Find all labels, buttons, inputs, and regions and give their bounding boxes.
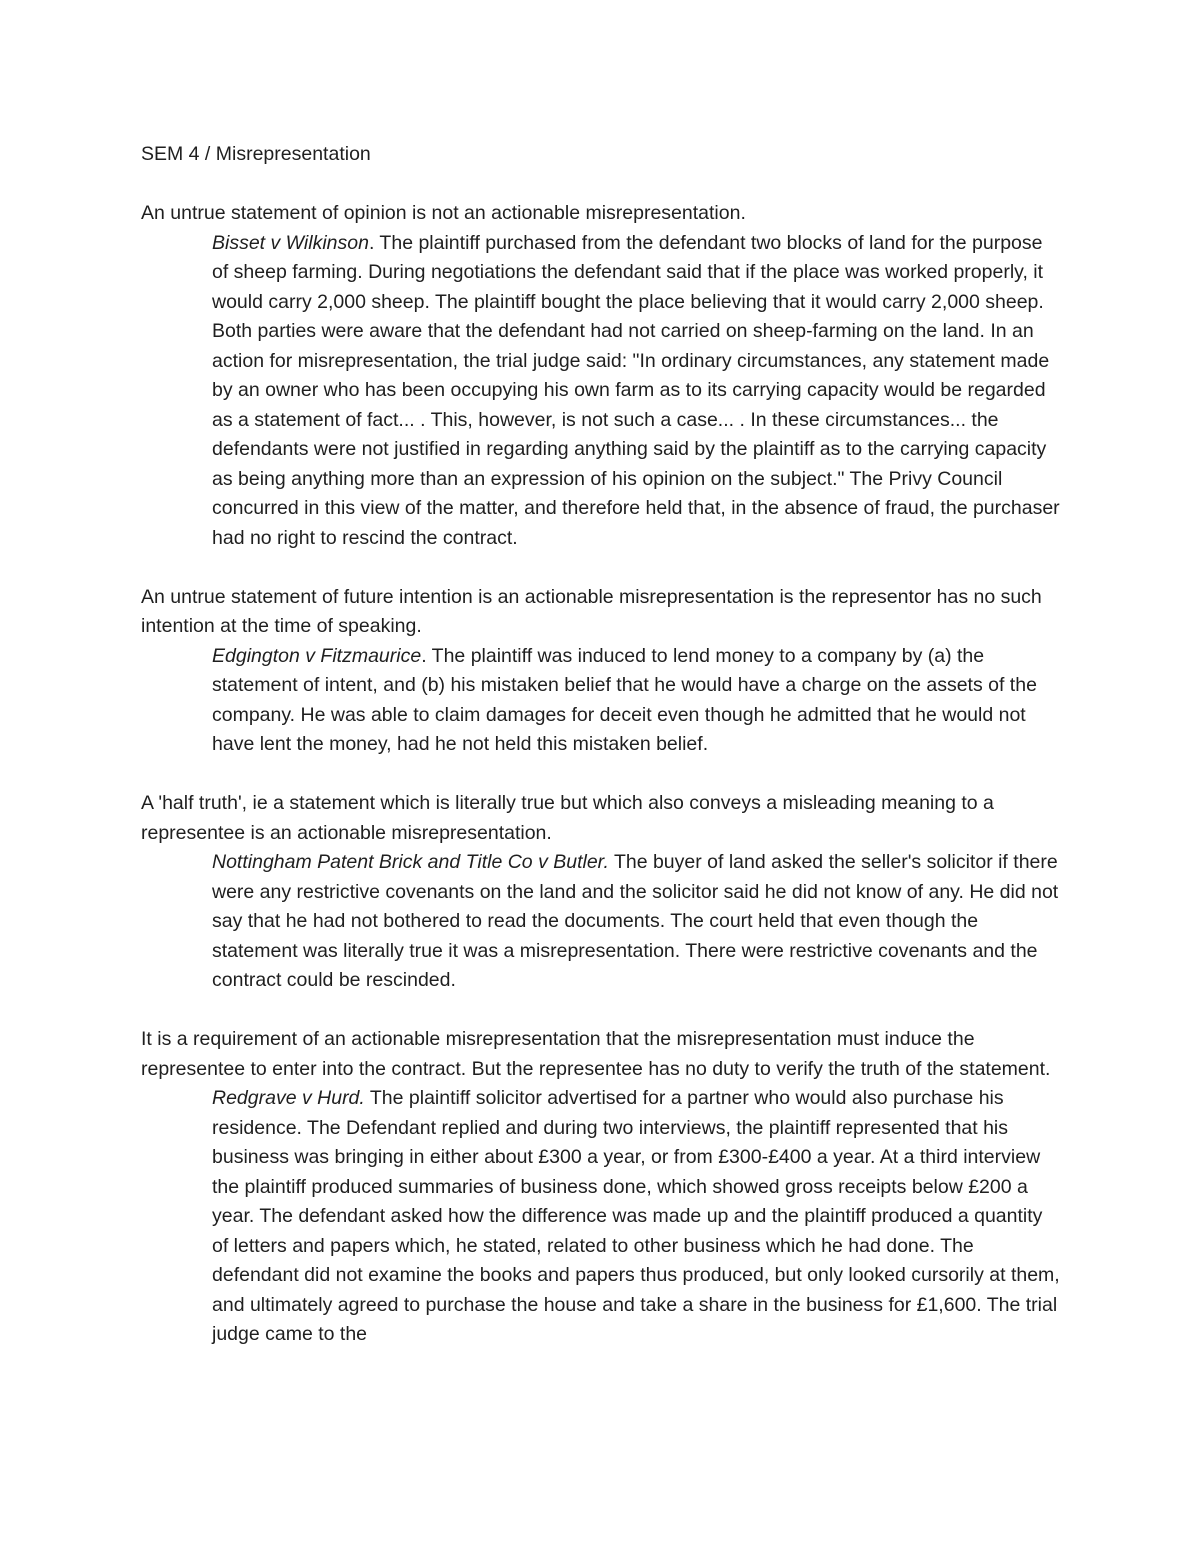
statement-opinion: An untrue statement of opinion is not an actionable misrepresentation. (141, 202, 746, 224)
paragraph-gap (141, 760, 1061, 790)
statement-half-truth: A 'half truth', ie a statement which is literally true but which also conveys a misleading meaning to a representee is an actionable misrepresentation. (141, 792, 994, 844)
case-text: . The plaintiff was induced to lend money to a company by (a) the statement of intent, and (b) his mistaken belief that he would have a charge on the assets of the company. He was able to claim damages for deceit even though he admitted that he would not have lent the money, had he not held this mistaken belief. (212, 644, 1037, 755)
case-redgrave-v-hurd (212, 1084, 1061, 1350)
statement-inducement: It is a requirement of an actionable misrepresentation that the misrepresentation must induce the representee to enter into the contract. But the representee has no duty to verify the truth of the statement. (141, 1028, 1051, 1080)
case-name: Redgrave v Hurd. (212, 1087, 365, 1109)
document-title: SEM 4 / Misrepresentation (141, 143, 371, 165)
case-nottingham-patent-brick (212, 848, 1061, 996)
case-edgington-v-fitzmaurice (212, 642, 1061, 760)
case-name: Bisset v Wilkinson (212, 231, 369, 254)
case-text: . The plaintiff purchased from the defendant two blocks of land for the purpose of sheep farming. During negotiations the defendant said that if the place was worked properly, it would carry 2,000 sheep. The plaintiff bought the place believing that it would carry 2,000 sheep. Both parties were aware that the defendant had not carried on sheep-farming on the land. In an action for misrepresentation, the trial judge said: "In ordinary circumstances, any statement made by an owner who has been occupying his own farm as to its carrying capacity would be regarded as a statement of fact... . This, however, is not such a case... . In these circumstances... the defendants were not justified in regarding anything said by the plaintiff as to the carrying capacity as being anything more than an expression of his opinion on the subject." The Privy Council concurred in this view of the matter, and therefore held that, in the absence of fraud, the purchaser had no right to rescind the contract. (212, 231, 1060, 549)
case-text: The buyer of land asked the seller's solicitor if there were any restrictive covenants on the land and the solicitor said he did not know of any. He did not say that he had not bothered to read the documents. The court held that even though the statement was literally true it was a misrepresentation. There were restrictive covenants and the contract could be rescinded. (212, 851, 1059, 991)
document-body (141, 199, 1061, 1350)
paragraph-gap (141, 553, 1061, 583)
paragraph-gap (141, 996, 1061, 1026)
case-name: Nottingham Patent Brick and Title Co v Butler. (212, 851, 609, 873)
case-name: Edgington v Fitzmaurice (212, 644, 422, 667)
case-text: The plaintiff solicitor advertised for a partner who would also purchase his residence. The Defendant replied and during two interviews, the plaintiff represented that his business was bringing in either about £300 a year, or from £300-£400 a year. At a third interview the plaintiff produced summaries of business done, which showed gross receipts below £200 a year. The defendant asked how the difference was made up and the plaintiff produced a quantity of letters and papers which, he stated, related to other business which he had done. The defendant did not examine the books and papers thus produced, but only looked cursorily at them, and ultimately agreed to purchase the house and take a share in the business for £1,600. The trial judge came to the (212, 1087, 1060, 1345)
statement-future-intention: An untrue statement of future intention is an actionable misrepresentation is the representor has no such intention at the time of speaking. (141, 585, 1042, 637)
case-bisset-v-wilkinson (212, 229, 1061, 554)
